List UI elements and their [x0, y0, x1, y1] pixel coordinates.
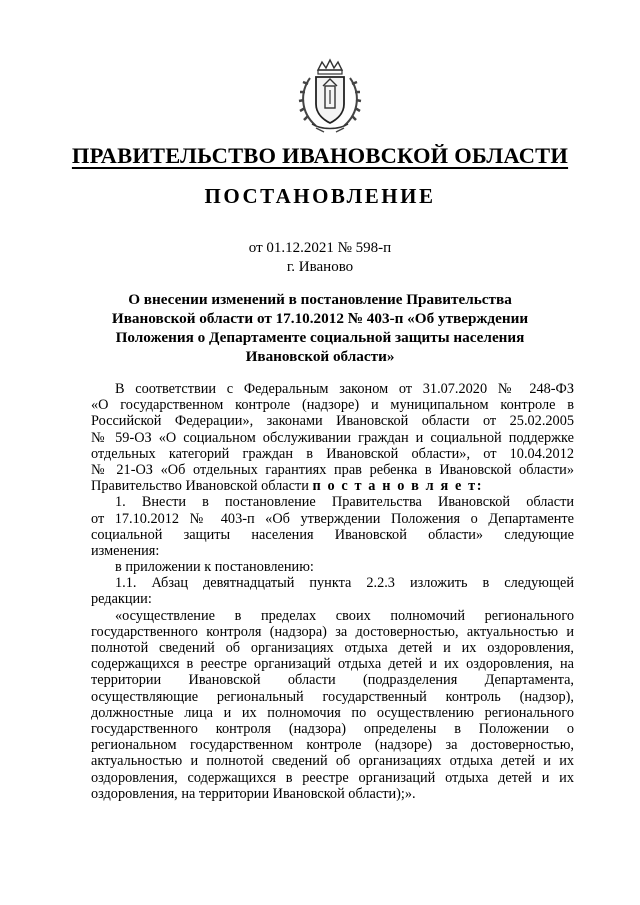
body-line: № 21-ОЗ «Об отдельных гарантиях прав ребенка в Ивановской области»	[91, 461, 574, 478]
subject-line: Ивановской области»	[245, 348, 395, 365]
body-line: социальной защиты населения Ивановской области» следующие	[91, 526, 574, 543]
body-line: 1.1. Абзац девятнадцатый пункта 2.2.3 изложить в следующей	[115, 575, 574, 592]
body-line: отдельных категорий граждан в Ивановской области», от 10.04.2012	[91, 445, 574, 462]
document-subject	[0, 290, 640, 366]
body-line: оздоровления, на территории Ивановской области);».	[91, 785, 416, 802]
body-line: актуальностью и полнотой сведений об организациях отдыха детей и их	[91, 753, 574, 770]
body-line: региональном государственном контроле (надзоре) за достоверностью,	[91, 737, 574, 754]
body-line: государственного контроля (надзора) определены в Положении о	[91, 720, 574, 737]
body-line: оздоровления, содержащихся в реестре организаций отдыха детей и их	[91, 769, 574, 786]
body-line: в приложении к постановлению:	[115, 559, 314, 576]
body-line: «О государственном контроле (надзоре) и муниципальном контроле в	[91, 397, 574, 414]
document-city: г. Иваново	[286, 259, 354, 275]
body-line: государственного контроля (надзора) за достоверностью, актуальностью и	[91, 623, 574, 640]
body-line: Российской Федерации», законами Ивановской области от 25.02.2005	[91, 413, 574, 430]
decree-word: п о с т а н о в л я е т:	[312, 478, 484, 495]
body-line: Правительство Ивановской области	[91, 478, 309, 495]
organization-title: ПРАВИТЕЛЬСТВО ИВАНОВСКОЙ ОБЛАСТИ	[71, 143, 569, 168]
body-line: осуществляющие региональный государственный контроль (надзор),	[91, 688, 574, 705]
document-date-number: от 01.12.2021 № 598-п	[248, 240, 392, 256]
subject-line: Положения о Департаменте социальной защиты населения	[115, 329, 525, 346]
body-line: редакции:	[91, 591, 152, 608]
subject-line: Ивановской области от 17.10.2012 № 403-п «Об утверждении	[111, 310, 529, 327]
body-line-decree	[91, 478, 574, 494]
body-line: от 17.10.2012 № 403-п «Об утверждении Положения о Департаменте	[91, 510, 574, 527]
body-line: В соответствии с Федеральным законом от 31.07.2020 № 248-ФЗ	[115, 381, 574, 397]
body-line: должностные лица и их полномочия по осуществлению регионального	[91, 704, 574, 721]
body-line: 1. Внести в постановление Правительства Ивановской области	[115, 494, 574, 511]
body-line: № 59-ОЗ «О социальном обслуживании граждан и социальной поддержке	[91, 429, 574, 446]
body-line: изменения:	[91, 542, 160, 559]
body-line: содержащихся в реестре организаций отдыха детей и их оздоровления, на	[91, 656, 574, 673]
document-body	[91, 381, 574, 802]
body-line: полнотой сведений об организациях отдыха детей и их оздоровления,	[91, 640, 574, 656]
ivanovo-region-coat-of-arms-icon	[296, 58, 364, 134]
body-line: территории Ивановской области (подразделения Департамента,	[91, 672, 574, 689]
document-type: ПОСТАНОВЛЕНИЕ	[204, 184, 436, 208]
body-line: «осуществление в пределах своих полномочий регионального	[115, 607, 574, 624]
subject-line: О внесении изменений в постановление Правительства	[128, 291, 512, 308]
